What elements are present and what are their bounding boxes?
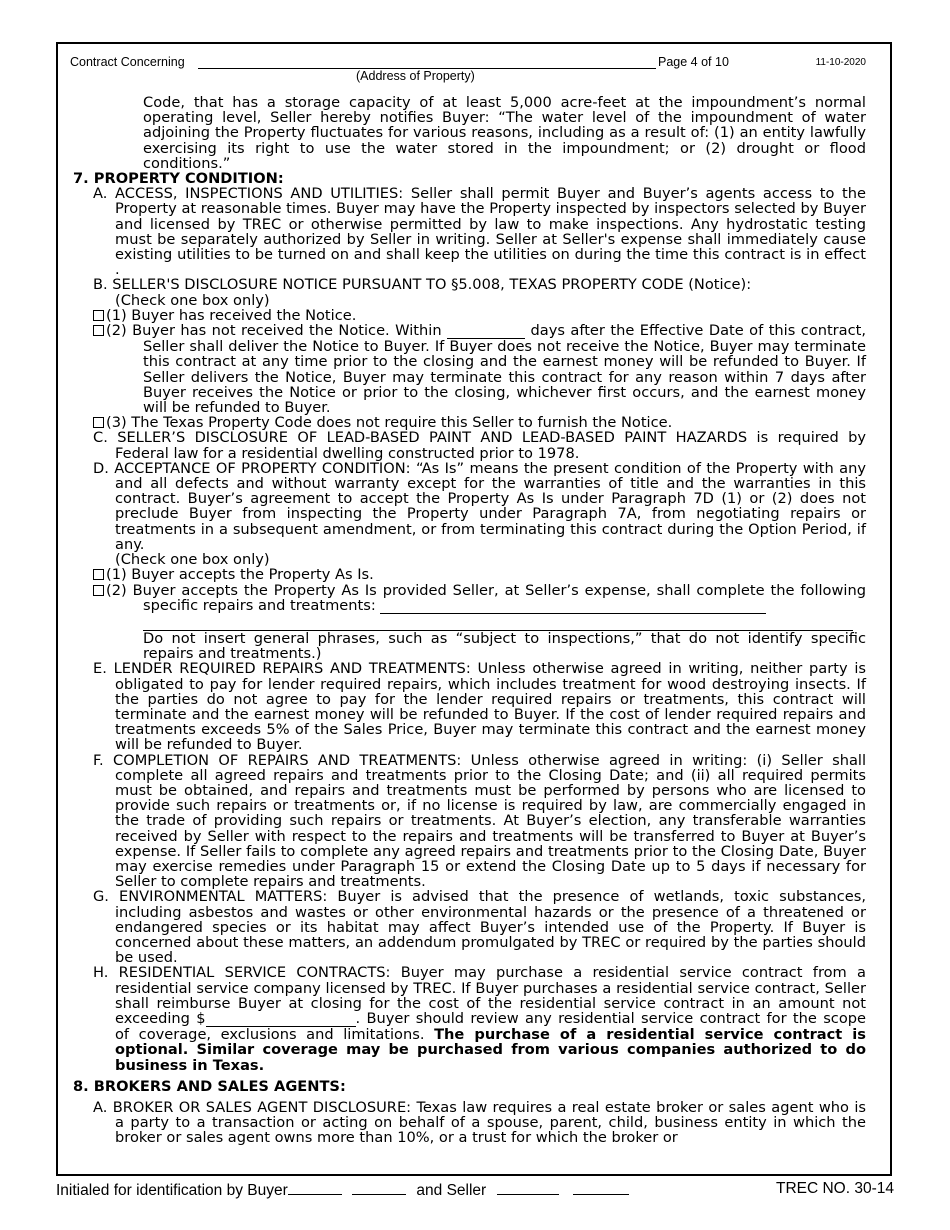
section-7c: C. SELLER’S DISCLOSURE OF LEAD-BASED PAINT AND LEAD-BASED PAINT HAZARDS is required by Federal law for a residential dwelling constructed prior to 1978. <box>93 429 866 462</box>
buyer-initial-1[interactable] <box>288 1180 342 1195</box>
section-7b: B. SELLER'S DISCLOSURE NOTICE PURSUANT TO §5.008, TEXAS PROPERTY CODE (Notice): <box>93 276 752 294</box>
section-7h-text-2: . Buyer should review any residential service contract for the scope of coverage, exclusions and limitations. <box>115 1009 866 1044</box>
section-7-title: 7. PROPERTY CONDITION: <box>73 170 284 188</box>
and-seller-label: and Seller <box>416 1182 487 1199</box>
repairs-field-1[interactable] <box>380 598 766 614</box>
section-7b-option-2 <box>73 323 866 415</box>
initials-line <box>56 1180 629 1200</box>
section-7f: F. COMPLETION OF REPAIRS AND TREATMENTS: Unless otherwise agreed in writing: (i) Seller shall complete all agreed repairs and treatments prior to the Closing Date; and (ii) all required permits must be obtained, and repairs and treatments must be performed by persons who are licensed to provide such repairs or treatments or, if no license is required by law, are commercially engaged in the trade of providing such repairs or treatments. At Buyer’s election, any transferable warranties received by Seller with respect to the repairs and treatments will be transferred to Buyer at Buyer’s expense. If Seller fails to complete any agreed repairs and treatments prior to the Closing Date, Buyer may exercise remedies under Paragraph 15 or extend the Closing Date up to 5 days if necessary for Seller to complete repairs and treatments. <box>93 751 866 891</box>
document-body <box>73 95 866 1146</box>
section-8a: A. BROKER OR SALES AGENT DISCLOSURE: Texas law requires a real estate broker or sales agent who is a party to a transaction or acting on behalf of a spouse, parent, child, business entity in which the broker or sales agent owns more than 10%, or a trust for which the broker or <box>93 1099 866 1147</box>
form-date: 11-10-2020 <box>815 57 866 68</box>
option-7b1-label: (1) Buyer has received the Notice. <box>106 306 357 324</box>
days-field[interactable] <box>447 323 525 339</box>
checkbox-7b1[interactable] <box>93 310 104 321</box>
checkbox-7d2[interactable] <box>93 585 104 596</box>
option-7b2-label-a: (2) Buyer has not received the Notice. Within <box>106 322 442 340</box>
section-7d-check-note: (Check one box only) <box>115 551 270 569</box>
service-contract-amount-field[interactable] <box>206 1011 356 1027</box>
option-7b3-label: (3) The Texas Property Code does not require this Seller to furnish the Notice. <box>106 414 673 432</box>
form-number: TREC NO. 30-14 <box>775 1180 894 1197</box>
section-7d-option-2 <box>73 583 866 614</box>
section-7h-text-1: H. RESIDENTIAL SERVICE CONTRACTS: Buyer may purchase a residential service contract from a residential service company licensed by TREC. If Buyer purchases a residential service contract, Seller shall reimburse Buyer at closing for the cost of the residential service contract in an amount not exceeding $ <box>93 964 866 1027</box>
section-7e: E. LENDER REQUIRED REPAIRS AND TREATMENTS: Unless otherwise agreed in writing, neither party is obligated to pay for lender required repairs, which includes treatment for wood destroying insects. If the parties do not agree to pay for the lender required repairs or treatments, this contract will terminate and the earnest money will be refunded to Buyer. If the cost of lender required repairs and treatments exceeds 5% of the Sales Price, Buyer may terminate this contract and the earnest money will be refunded to Buyer. <box>93 660 866 754</box>
section-7b-option-1 <box>73 308 866 323</box>
page-header <box>70 55 866 85</box>
checkbox-7b3[interactable] <box>93 417 104 428</box>
section-7h <box>73 965 866 1072</box>
checkbox-7b2[interactable] <box>93 325 104 336</box>
intro-paragraph: Code, that has a storage capacity of at least 5,000 acre-feet at the impoundment’s normal operating level, Seller hereby notifies Buyer: “The water level of the impoundment of water adjoining the Property fluctuates for various reasons, including as a result of: (1) an entity lawfully exercising its right to use the water stored in the impoundment; or (2) drought or flood conditions.” <box>143 94 866 172</box>
seller-initial-2[interactable] <box>573 1180 629 1195</box>
option-7d2-label: (2) Buyer accepts the Property As Is provided Seller, at Seller’s expense, shall complete the following specific repairs and treatments: <box>106 581 866 614</box>
option-7d1-label: (1) Buyer accepts the Property As Is. <box>106 566 374 584</box>
section-7d: D. ACCEPTANCE OF PROPERTY CONDITION: “As Is” means the present condition of the Property with any and all defects and without warranty except for the warranties of title and the warranties in this contract. Buyer’s agreement to accept the Property As Is under Paragraph 7D (1) or (2) does not preclude Buyer from inspecting the Property under Paragraph 7A, from negotiating repairs or treatments in a subsequent amendment, or from terminating this contract during the Option Period, if any. <box>93 459 866 553</box>
seller-initial-1[interactable] <box>497 1180 559 1195</box>
section-7g: G. ENVIRONMENTAL MATTERS: Buyer is advised that the presence of wetlands, toxic substances, including asbestos and wastes or other environmental hazards or the presence of a threatened or endangered species or its habitat may affect Buyer’s intended use of the Property. If Buyer is concerned about these matters, an addendum promulgated by TREC or required by the parties should be used. <box>93 888 866 967</box>
section-7h-bold: The purchase of a residential service contract is optional. Similar coverage may be purchased from various companies authorized to do business in Texas. <box>115 1026 866 1074</box>
section-7a: A. ACCESS, INSPECTIONS AND UTILITIES: Seller shall permit Buyer and Buyer’s agents access to the Property at reasonable times. Buyer may have the Property inspected by inspectors selected by Buyer and licensed by TREC or otherwise permitted by law to make inspections. Any hydrostatic testing must be separately authorized by Seller in writing. Seller at Seller's expense shall immediately cause existing utilities to be turned on and shall keep the utilities on during the time this contract is in effect . <box>93 185 866 279</box>
section-7d-note: Do not insert general phrases, such as “subject to inspections,” that do not identify specific repairs and treatments.) <box>143 629 866 663</box>
repairs-field-row <box>73 614 866 631</box>
option-7b2-label-b: days after the Effective Date of this contract, Seller shall deliver the Notice to Buyer. If Buyer does not receive the Notice, Buyer may terminate this contract at any time prior to the closing and the earnest money will be refunded to Buyer. If Seller delivers the Notice, Buyer may terminate this contract for any reason within 7 days after Buyer receives the Notice or prior to the closing, whichever first occurs, and the earnest money will be refunded to Buyer. <box>143 322 867 417</box>
section-8-title: 8. BROKERS AND SALES AGENTS: <box>73 1077 346 1095</box>
contract-concerning-label: Contract Concerning <box>70 55 185 69</box>
buyer-initial-2[interactable] <box>352 1180 406 1195</box>
repairs-field-2[interactable] <box>143 614 853 631</box>
section-7d-option-1 <box>73 567 866 582</box>
page-number: Page 4 of 10 <box>658 55 729 69</box>
checkbox-7d1[interactable] <box>93 569 104 580</box>
address-label: (Address of Property) <box>356 69 475 83</box>
initialed-label: Initialed for identification by Buyer <box>56 1182 288 1199</box>
section-7b-option-3 <box>73 415 866 430</box>
section-7b-check-note: (Check one box only) <box>115 291 270 309</box>
